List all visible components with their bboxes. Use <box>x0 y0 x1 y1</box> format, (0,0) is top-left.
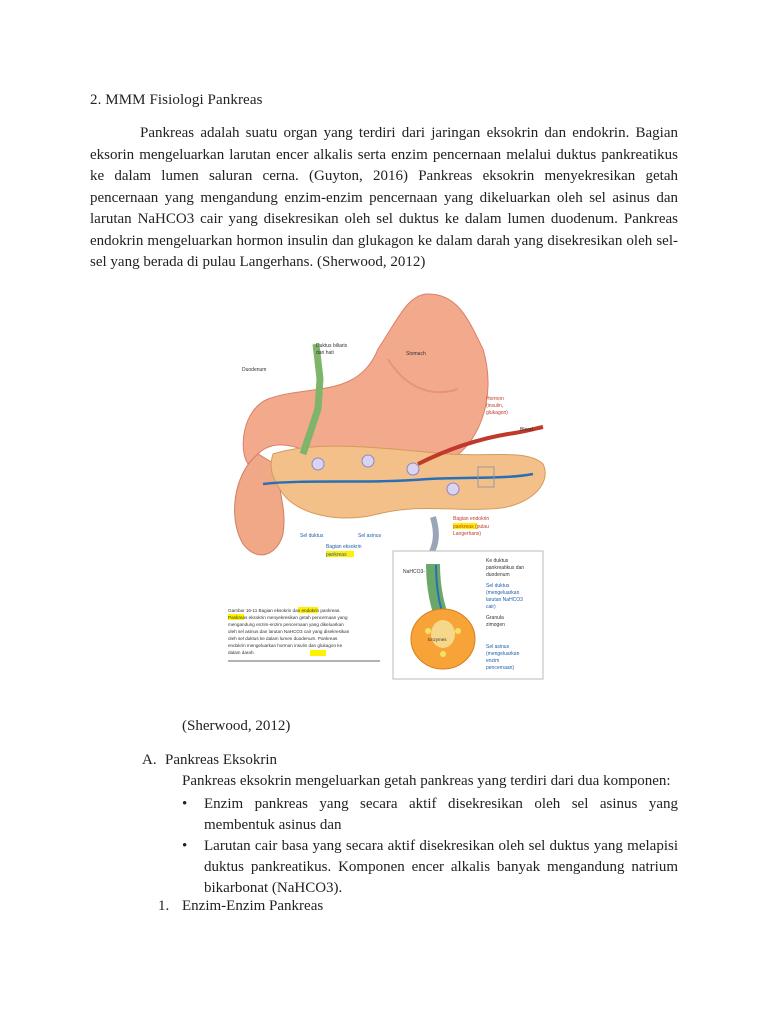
label-duktus-biliaris: Duktus biliaris <box>316 343 348 349</box>
label-granula-1: Granula <box>486 615 504 621</box>
label-glukagon: glukagon) <box>486 410 508 416</box>
label-sel-asinus-r3: enzim <box>486 658 500 664</box>
label-bagian-eksokrin: Bagian eksokrin <box>326 544 362 550</box>
zymogen-granule <box>440 651 446 657</box>
label-ke-duktus-2: pankreatikus dan <box>486 565 525 571</box>
label-blood: Blood <box>520 427 533 433</box>
acinus-lumen <box>431 620 455 648</box>
label-duodenum: Duodenum <box>242 367 267 373</box>
label-nahco3: NaHCO3- <box>403 569 425 575</box>
caption-line: endokrin mengeluarkan hormon insulin dan glukagon ke <box>228 643 343 648</box>
section-a-label: A. <box>142 752 157 768</box>
list-item: • Larutan cair basa yang secara aktif disekresikan oleh sel duktus yang melapisi duktus pankreatikus. Komponen encer alkalis banyak mengandung natrium bikarbonat (NaHCO3). <box>182 838 678 896</box>
label-pankreas: pankreas <box>326 552 347 558</box>
islet-marker <box>407 463 419 475</box>
pancreas-diagram <box>228 289 552 685</box>
caption-line: Gambar 16-11 Bagian eksokrin dan endokrin pankreas. <box>228 608 341 613</box>
intro-paragraph: Pankreas adalah suatu organ yang terdiri dari jaringan eksokrin dan endokrin. Bagian eksorin mengeluarkan larutan encer alkalis serta enzim pencernaan melalui duktus pankreatikus ke dalam lumen saluran cerna. (Guyton, 2016) Pankreas eksokrin menyekresikan getah pencernaan yang mengandung enzim-enzim pencernaan yang dikeluarkan oleh sel asinus dan larutan NaHCO3 cair yang disekresikan oleh sel duktus ke dalam lumen duodenum. Pankreas endokrin mengeluarkan hormon insulin dan glukagon ke dalam darah yang disekresikan oleh sel-sel yang berada di pulau Langerhans. (Sherwood, 2012) <box>90 125 678 270</box>
zoom-arrow <box>431 517 436 554</box>
label-sel-duktus-r2: (mengeluarkan <box>486 590 520 596</box>
label-sel-duktus-r4: cair) <box>486 604 496 610</box>
list-item: • Enzim pankreas yang secara aktif disekresikan oleh sel asinus yang membentuk asinus dan <box>182 796 678 833</box>
subsection-1-label: 1. <box>158 898 170 914</box>
figure-source: (Sherwood, 2012) <box>182 718 291 734</box>
pancreas-figure <box>228 289 552 685</box>
label-dari-hati: dari hati <box>316 350 334 356</box>
label-sel-asinus-r4: pencernaan) <box>486 665 515 671</box>
label-pankreas-pulau: pankreas (pulau <box>453 524 489 530</box>
caption-line: dalam darah. <box>228 650 255 655</box>
section-a-title: Pankreas Eksokrin <box>165 752 278 768</box>
label-hormon: Hormon <box>486 396 504 402</box>
subsection-1-heading <box>158 898 323 915</box>
label-langerhans: Langerhans) <box>453 531 482 537</box>
islet-marker <box>447 483 459 495</box>
islet-marker <box>312 458 324 470</box>
label-sel-duktus: Sel duktus <box>300 533 324 539</box>
section-heading: 2. MMM Fisiologi Pankreas <box>90 92 263 108</box>
label-enzymes: Enzymes <box>428 637 447 642</box>
islet-marker <box>362 455 374 467</box>
caption-line: mengandung enzim-enzim pencernaan yang dikeluarkan <box>228 622 344 627</box>
label-granula-2: zimogen <box>486 622 505 628</box>
label-insulin: (insulin, <box>486 403 504 409</box>
label-ke-duktus-3: duodenum <box>486 572 510 578</box>
label-sel-asinus-r2: (mengeluarkan <box>486 651 520 657</box>
label-bagian-endokrin: Bagian endokrin <box>453 516 490 522</box>
section-a-intro: Pankreas eksokrin mengeluarkan getah pankreas yang terdiri dari dua komponen: <box>182 773 671 789</box>
component-list <box>182 794 678 899</box>
zymogen-granule <box>455 628 461 634</box>
label-sel-duktus-r1: Sel duktus <box>486 583 510 589</box>
caption-line: Pankreas eksokrin menyekresikan getah pencernaan yang <box>228 615 348 620</box>
caption-line: oleh sel asinus dan larutan NaHCO3 cair yang disekresikan <box>228 629 350 634</box>
label-sel-duktus-r3: larutan NaHCO3 <box>486 597 523 603</box>
zymogen-granule <box>425 628 431 634</box>
section-a-heading <box>142 752 277 769</box>
label-ke-duktus-1: Ke duktus <box>486 558 509 564</box>
label-stomach: Stomach <box>406 351 426 357</box>
bullet-icon: • <box>182 838 188 854</box>
subsection-1-title: Enzim-Enzim Pankreas <box>182 898 324 914</box>
label-sel-asinus: Sel asinus <box>358 533 382 539</box>
caption-line: oleh sel duktus ke dalam lumen duodenum. Pankreas <box>228 636 338 641</box>
label-sel-asinus-r1: Sel asinus <box>486 644 510 650</box>
bullet-icon: • <box>182 796 188 812</box>
